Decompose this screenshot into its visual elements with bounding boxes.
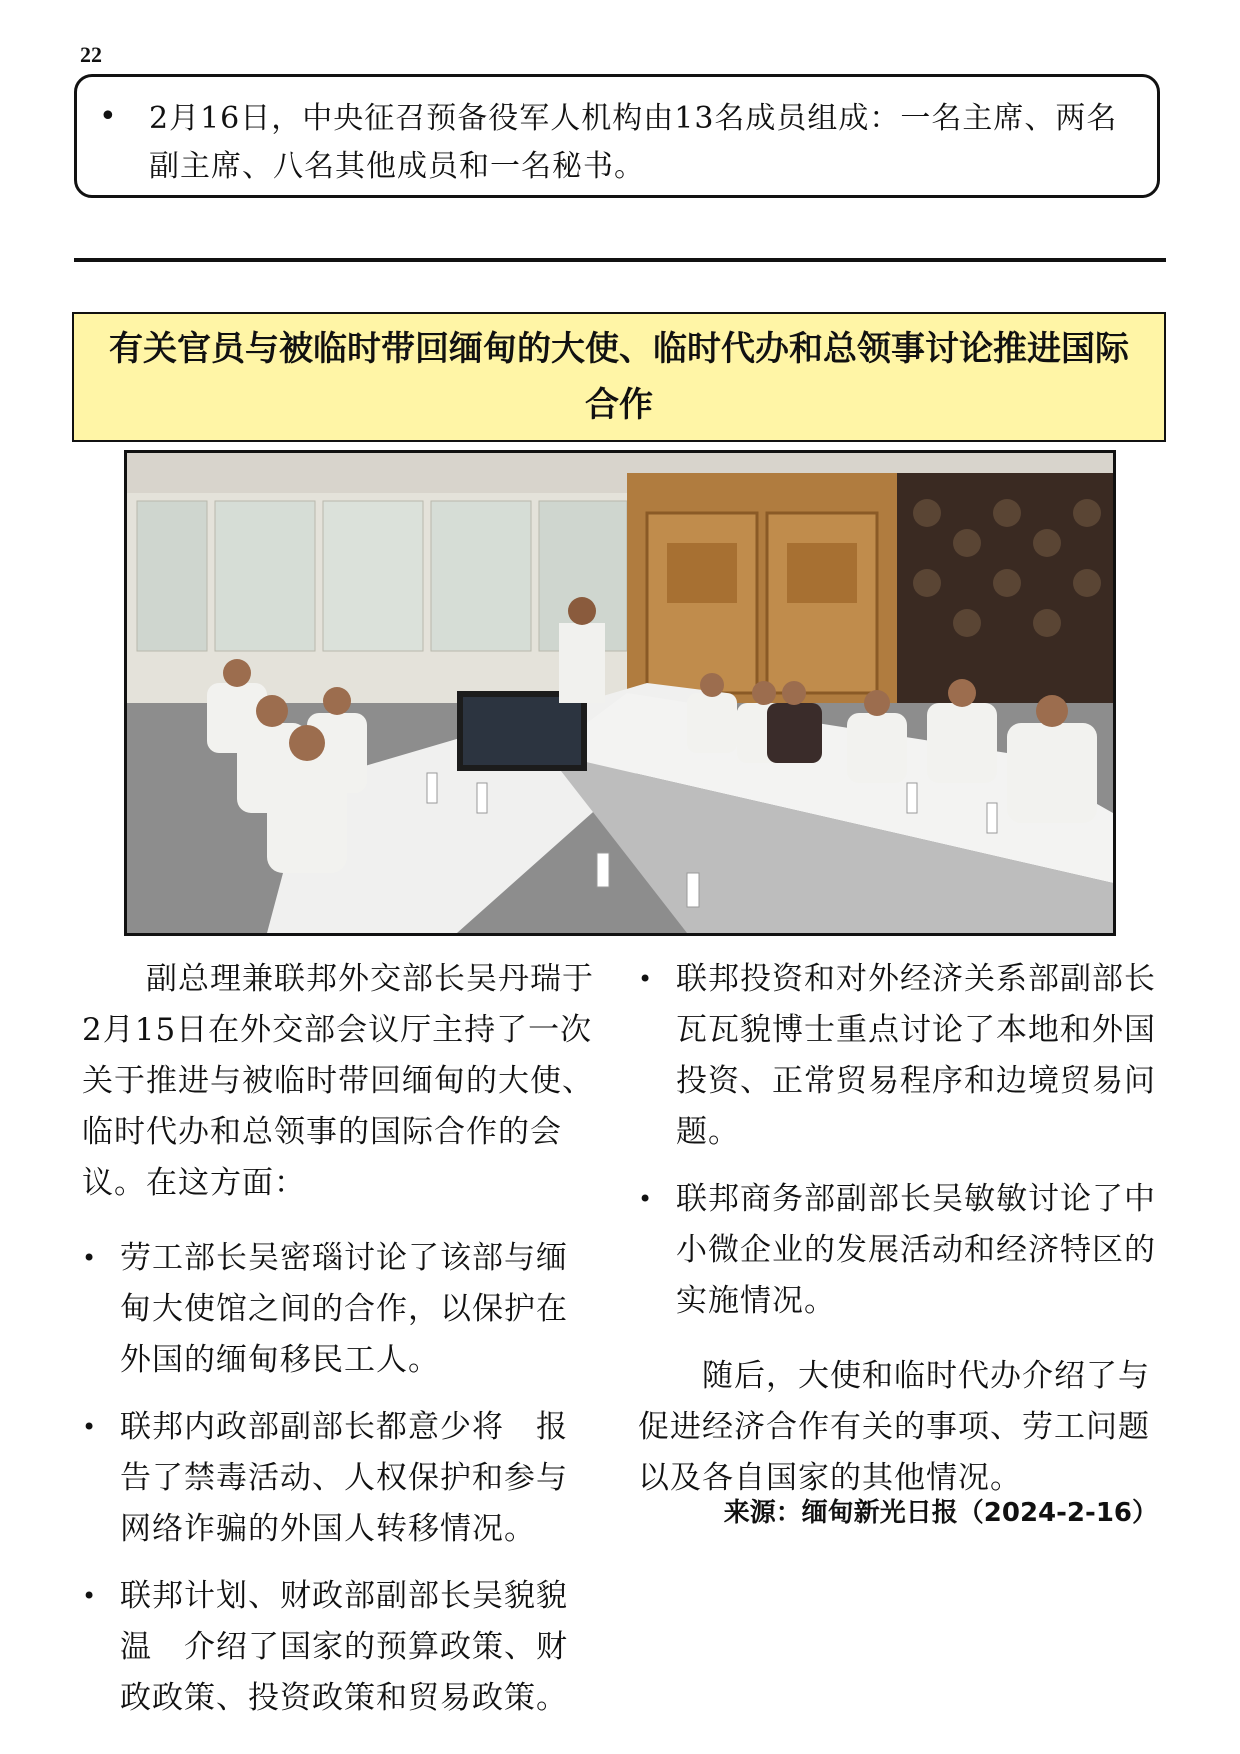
list-item	[638, 954, 1158, 1158]
list-item	[82, 1402, 598, 1555]
page-number: 22	[80, 42, 102, 67]
closing-paragraph: 随后，大使和临时代办介绍了与促进经济合作有关的事项、劳工问题以及各自国家的其他情况。	[638, 1358, 1150, 1496]
bullet-marker: •	[638, 1185, 654, 1213]
list-item-text: 劳工部长吴密瑙讨论了该部与缅甸大使馆之间的合作，以保护在外国的缅甸移民工人。	[120, 1240, 568, 1378]
intro-paragraph: 副总理兼联邦外交部长吴丹瑞于2月15日在外交部会议厅主持了一次关于推进与被临时带回缅甸的大使、临时代办和总领事的国际合作的会议。在这方面：	[82, 961, 594, 1201]
list-item	[82, 1233, 598, 1386]
source-credit: 来源：缅甸新光日报（2024-2-16）	[723, 1498, 1158, 1528]
horizontal-rule	[74, 258, 1166, 262]
list-item	[82, 1571, 598, 1724]
headline-box	[72, 312, 1166, 442]
top-note-text: 2月16日，中央征召预备役军人机构由13名成员组成：一名主席、两名副主席、八名其他成员和一名秘书。	[149, 101, 1118, 184]
meeting-photo-illustration	[127, 453, 1113, 933]
list-item-text: 联邦商务部副部长吴敏敏讨论了中小微企业的发展活动和经济特区的实施情况。	[676, 1181, 1156, 1319]
list-item-text: 联邦内政部副部长都意少将 报告了禁毒活动、人权保护和参与网络诈骗的外国人转移情况。	[120, 1409, 568, 1547]
list-item	[638, 1174, 1158, 1327]
article-headline: 有关官员与被临时带回缅甸的大使、临时代办和总领事讨论推进国际合作	[109, 329, 1129, 425]
bullet-marker: •	[82, 1244, 98, 1272]
bullet-marker: •	[82, 1413, 98, 1441]
bullet-marker: •	[638, 965, 654, 993]
list-item-text: 联邦投资和对外经济关系部副部长瓦瓦貌博士重点讨论了本地和外国投资、正常贸易程序和边境贸易问题。	[676, 961, 1156, 1150]
top-note-box	[74, 74, 1160, 198]
meeting-photo	[124, 450, 1116, 936]
right-column	[638, 954, 1158, 1504]
list-item-text: 联邦计划、财政部副部长吴貌貌温 介绍了国家的预算政策、财政政策、投资政策和贸易政策。	[120, 1578, 568, 1716]
left-column	[82, 954, 598, 1724]
bullet-marker: •	[82, 1582, 98, 1610]
bullet-marker: •	[99, 99, 117, 134]
